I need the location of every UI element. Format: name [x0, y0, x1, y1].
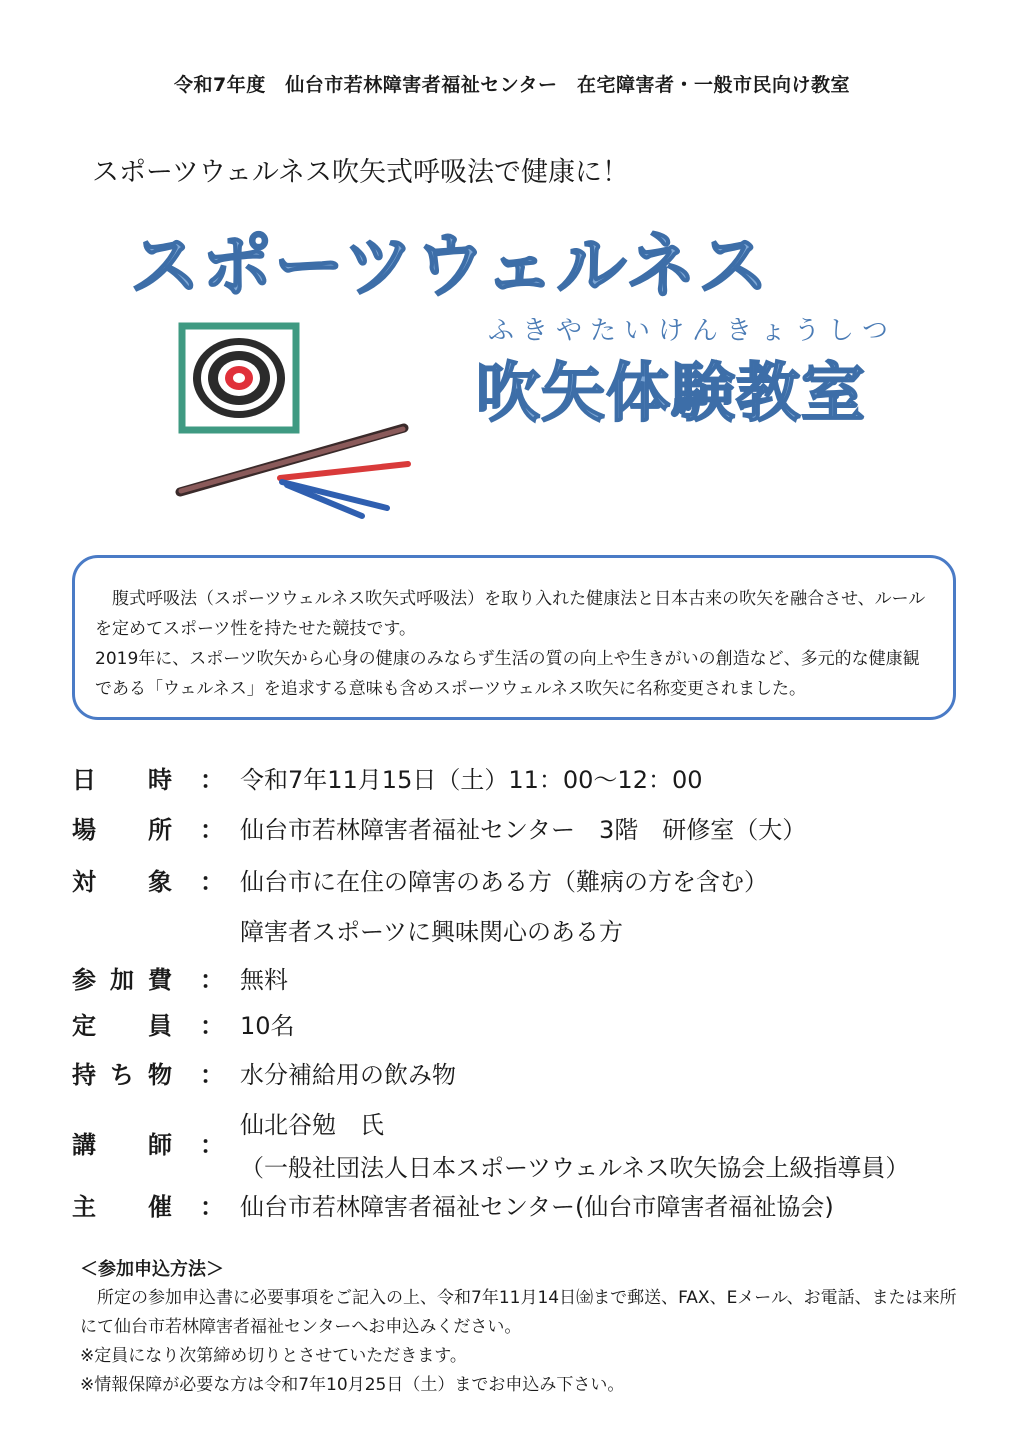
- detail-row-target: [72, 862, 972, 902]
- label-char: 主: [72, 1193, 96, 1221]
- detail-row-target-2: [72, 912, 972, 952]
- detail-value: 10名: [240, 1012, 295, 1040]
- label-char: 日: [72, 766, 96, 794]
- label-char: 所: [148, 816, 172, 844]
- detail-value: 令和7年11月15日（土）11：00～12：00: [240, 766, 703, 794]
- detail-label-text: [72, 1055, 172, 1090]
- label-char: 員: [148, 1012, 172, 1040]
- detail-value: 障害者スポーツに興味関心のある方: [240, 918, 624, 946]
- application-paragraph: 所定の参加申込書に必要事項をご記入の上、令和7年11月14日㈮まで郵送、FAX、Eメール、お電話、または来所にて仙台市若林障害者福祉センターへお申込みください。: [80, 1288, 957, 1337]
- label-char: 講: [72, 1131, 96, 1159]
- detail-row-fee: [72, 960, 972, 1000]
- detail-colon: ：: [200, 766, 224, 794]
- application-section: [80, 1255, 960, 1400]
- label-char: 物: [148, 1061, 172, 1089]
- detail-label: [72, 960, 172, 995]
- label-char: 費: [148, 966, 172, 994]
- label-char: 対: [72, 868, 96, 896]
- detail-label-text: [72, 1187, 172, 1222]
- label-char: 時: [148, 766, 172, 794]
- application-note: ※情報保障が必要な方は令和7年10月25日（土）までお申込み下さい。: [80, 1375, 625, 1395]
- description-paragraph: 腹式呼吸法（スポーツウェルネス吹矢式呼吸法）を取り入れた健康法と日本古来の吹矢を融合させ、ルールを定めてスポーツ性を持たせた競技です。: [95, 589, 926, 639]
- detail-label: [72, 1187, 172, 1222]
- detail-label: [72, 760, 172, 795]
- detail-label-text: [72, 1006, 172, 1041]
- title-sub: 吹矢体験教室: [476, 357, 866, 431]
- detail-row-belongings: [72, 1055, 972, 1095]
- detail-colon: ：: [200, 816, 224, 844]
- detail-colon: ：: [200, 868, 224, 896]
- detail-colon: ：: [200, 1193, 224, 1221]
- detail-colon: ：: [200, 1012, 224, 1040]
- detail-value: 仙台市若林障害者福祉センター(仙台市障害者福祉協会): [240, 1193, 834, 1221]
- application-note: ※定員になり次第締め切りとさせていただきます。: [80, 1346, 467, 1366]
- subtitle: スポーツウェルネス吹矢式呼吸法で健康に！: [92, 157, 630, 188]
- detail-colon: ：: [200, 1061, 224, 1089]
- description-paragraph: 2019年に、スポーツ吹矢から心身の健康のみならず生活の質の向上や生きがいの創造など、多元的な健康観である「ウェルネス」を追求する意味も含めスポーツウェルネス吹矢に名称変更されました。: [95, 649, 920, 699]
- label-char: 持: [72, 1061, 96, 1089]
- label-char: 象: [148, 868, 172, 896]
- label-char: 参: [72, 966, 96, 994]
- detail-value: 無料: [240, 966, 288, 994]
- label-char: 師: [148, 1131, 172, 1159]
- label-char: ち: [110, 1061, 134, 1089]
- main-title: スポーツウェルネス: [130, 225, 771, 307]
- detail-label-text: [72, 810, 172, 845]
- detail-label: [72, 862, 172, 897]
- detail-label-text: [72, 760, 172, 795]
- detail-value: 仙台市に在住の障害のある方（難病の方を含む）: [240, 868, 768, 896]
- detail-row-datetime: [72, 760, 972, 800]
- label-char: 定: [72, 1012, 96, 1040]
- description-box: [72, 555, 956, 720]
- detail-row-instructor-2: [72, 1148, 972, 1188]
- detail-colon: ：: [200, 1131, 224, 1159]
- detail-label-text: [72, 960, 172, 995]
- label-char: 加: [110, 966, 134, 994]
- detail-row-organizer: [72, 1187, 972, 1227]
- detail-colon: ：: [200, 966, 224, 994]
- detail-label-text: [72, 862, 172, 897]
- detail-label: [72, 810, 172, 845]
- detail-value: （一般社団法人日本スポーツウェルネス吹矢協会上級指導員）: [240, 1154, 910, 1182]
- detail-row-place: [72, 810, 972, 850]
- detail-label: [72, 1055, 172, 1090]
- application-heading: ＜参加申込方法＞: [80, 1259, 224, 1280]
- detail-row-capacity: [72, 1006, 972, 1046]
- detail-value: 仙台市若林障害者福祉センター 3階 研修室（大）: [240, 816, 807, 844]
- label-char: 場: [72, 816, 96, 844]
- detail-value: 仙北谷勉 氏: [240, 1111, 384, 1139]
- label-char: 催: [148, 1193, 172, 1221]
- detail-row-instructor: [72, 1105, 972, 1159]
- target-and-darts-icon: [172, 318, 412, 530]
- title-ruby: ふきやたいけんきょうしつ: [488, 316, 897, 346]
- detail-value: 水分補給用の飲み物: [240, 1061, 456, 1089]
- detail-label: [72, 1006, 172, 1041]
- header-title: 令和7年度 仙台市若林障害者福祉センター 在宅障害者・一般市民向け教室: [174, 74, 850, 96]
